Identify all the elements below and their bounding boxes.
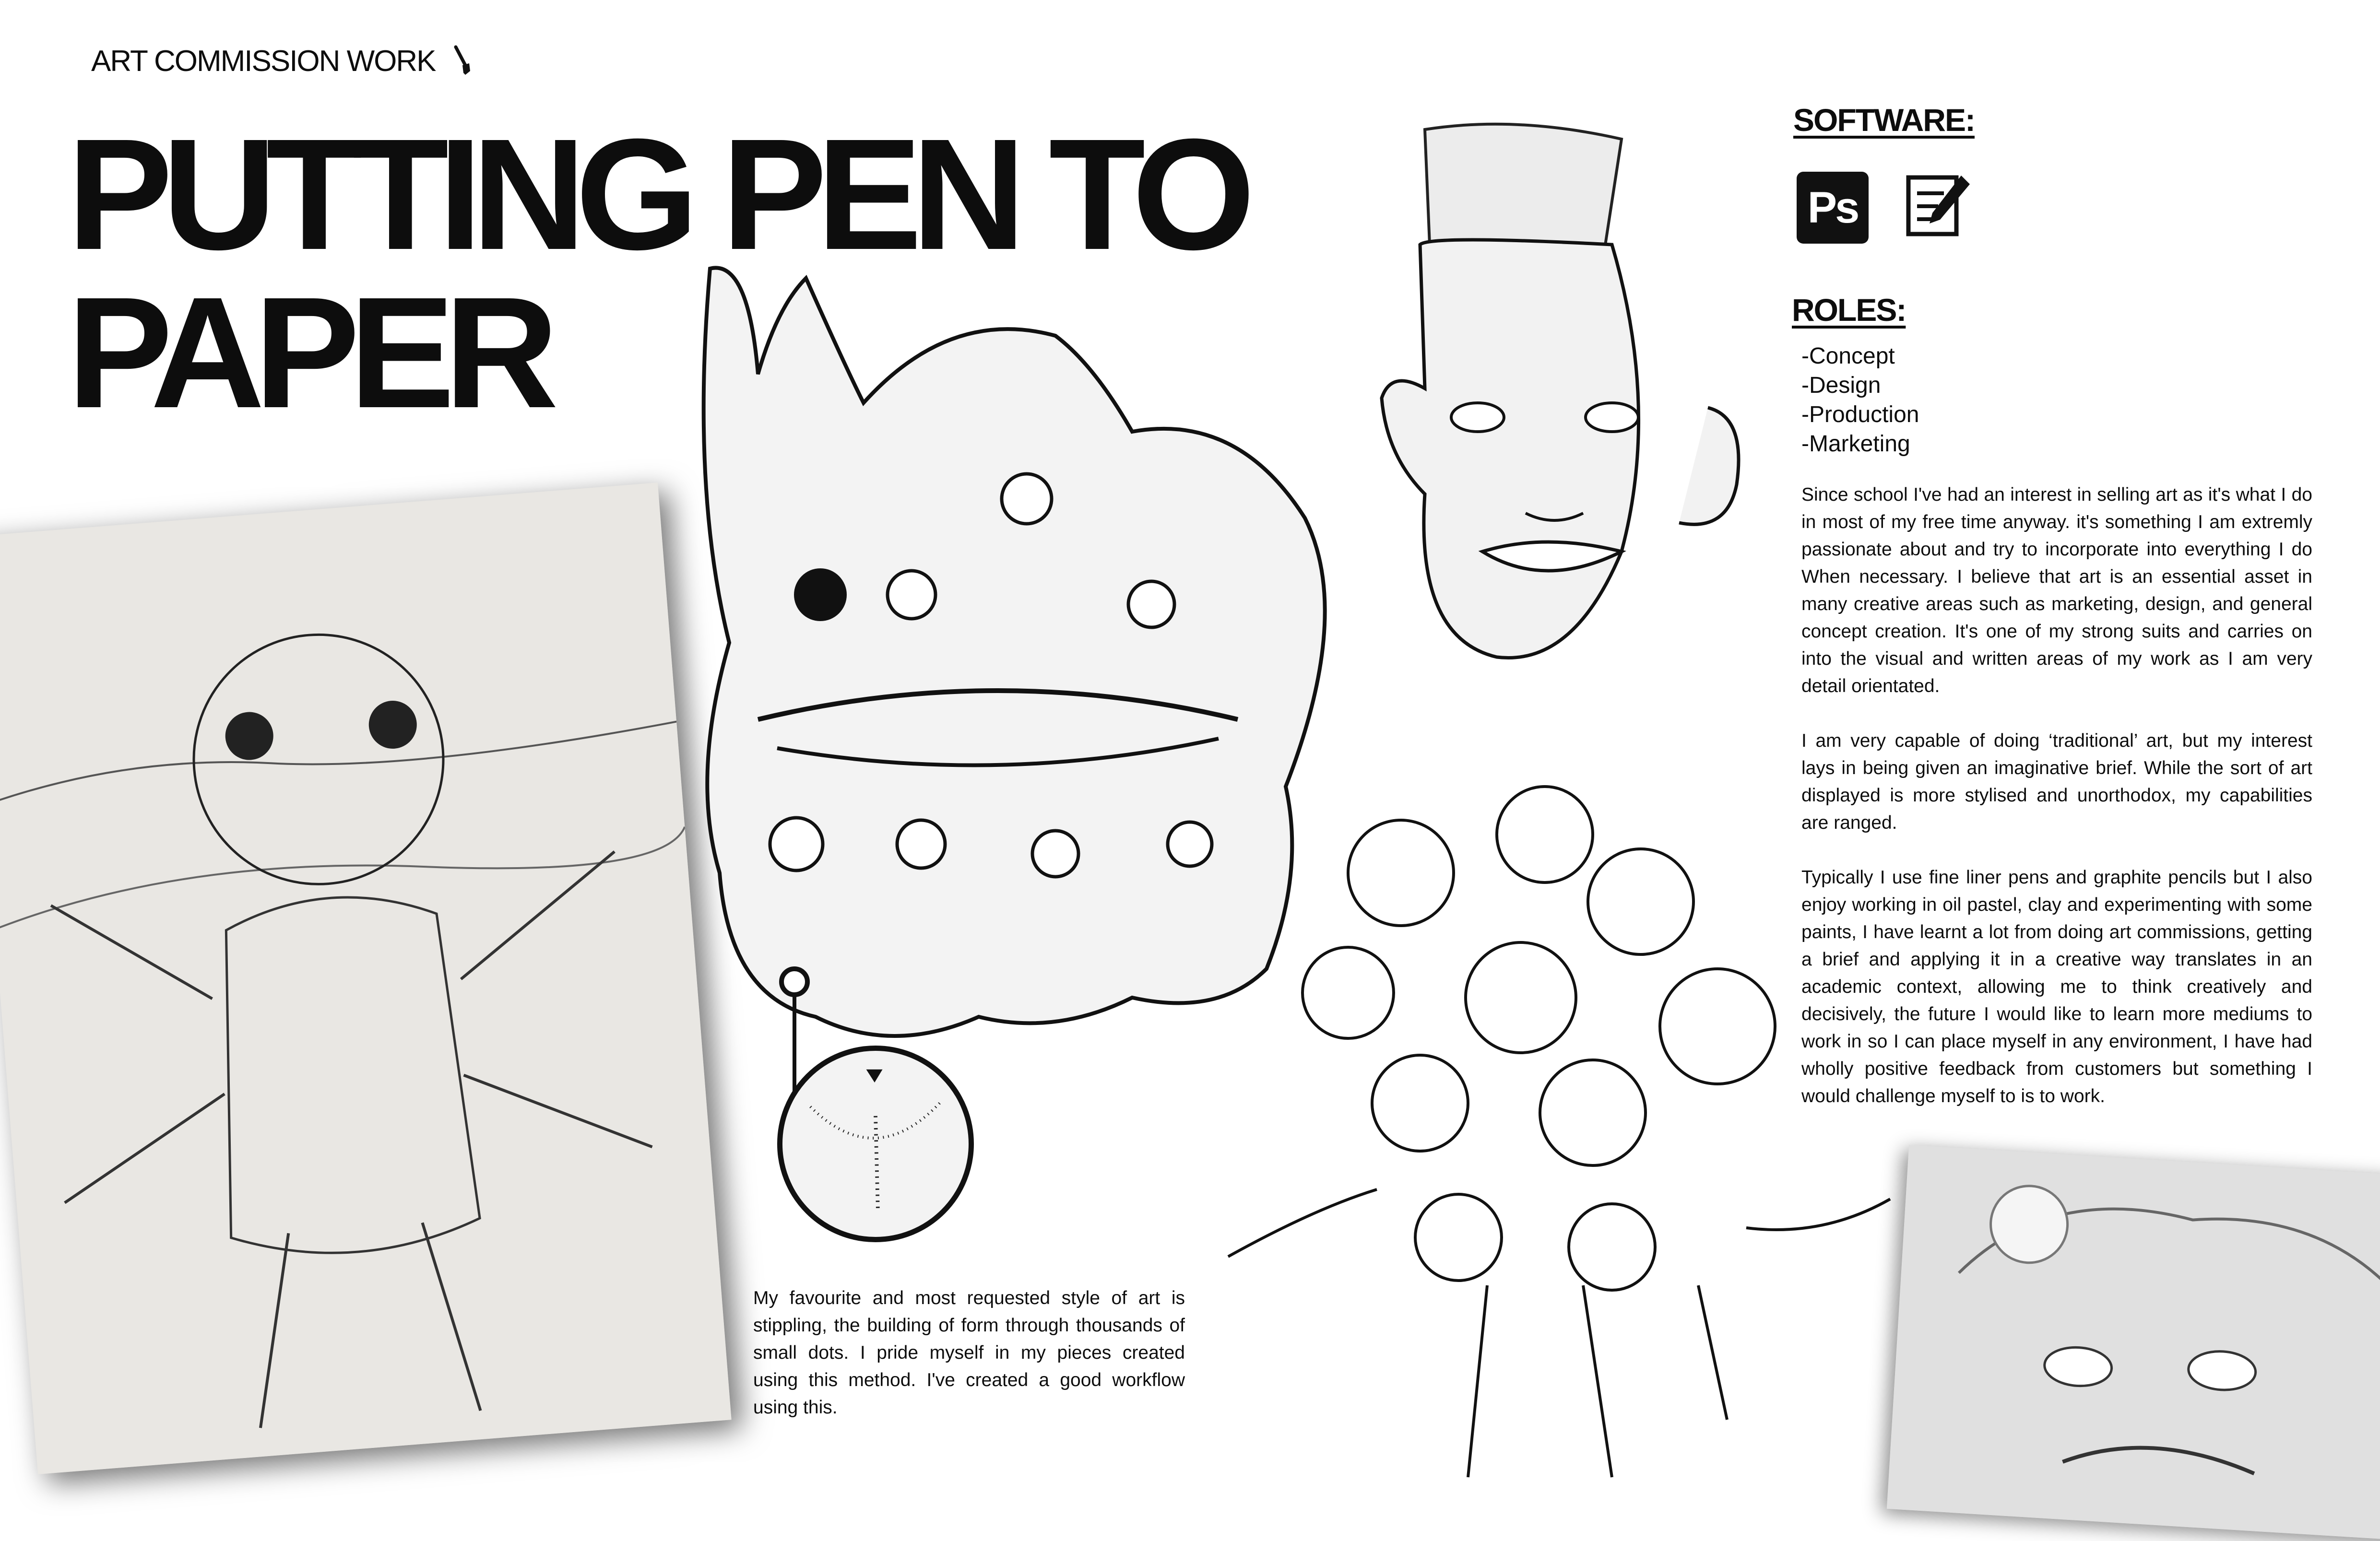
page-title: PUTTING PEN TO PAPER — [67, 106, 1245, 441]
zoom-source-marker — [779, 966, 810, 997]
software-heading: SOFTWARE: — [1793, 102, 1975, 138]
roles-list — [1801, 341, 1919, 459]
stippled-portrait-drawing — [1372, 120, 1756, 676]
role-item: -Design — [1801, 373, 1881, 398]
paintbrush-icon — [451, 44, 475, 78]
description-paragraph: Since school I've had an interest in selling art as it's what I do in most of my free time anyway. it's something I am extremly passionate about and try to incorporate into everything I do When necessary. I believe that art is an essential asset in many creative areas such as marketing, design, and general concept creation. It's one of my strong suits and carries on into the visual and written areas of my work as I am very detail orientated. — [1801, 484, 2312, 696]
stipple-zoom-detail — [777, 1046, 974, 1242]
graphite-portrait-photo — [1887, 1145, 2380, 1541]
notepad-pencil-icon — [1900, 167, 1972, 239]
description-paragraph: I am very capable of doing ‘traditional’ art, but my interest lays in being given an imaginative brief. While the sort of art displayed is more stylised and unorthodox, my capabilities are ranged. — [1801, 730, 2312, 833]
description-paragraph: Typically I use fine liner pens and graphite pencils but I also enjoy working in oil pastel, clay and experimenting with some paints, I have learnt a lot from doing art commissions, getting a brief and applying it in a creative way translates in an academic context, allowing me to think creatively and decisively, the future I would like to learn more mediums to work in so I can place myself in any environment, I have had wholly positive feedback from customers but something I would challenge myself to is to work. — [1801, 867, 2312, 1106]
role-item: -Production — [1801, 402, 1919, 427]
description-text — [1801, 481, 2312, 1137]
stippling-caption: My favourite and most requested style of art is stippling, the building of form through thousands of small dots. I pride myself in my pieces created using this method. I've created a good workflow using this. — [753, 1288, 1185, 1418]
stippling-drawing-photo — [0, 482, 732, 1474]
photoshop-icon: Ps — [1797, 172, 1869, 244]
role-item: -Concept — [1801, 343, 1895, 369]
line-art-figures-drawing — [1219, 758, 1900, 1496]
role-item: -Marketing — [1801, 431, 1910, 457]
section-kicker: ART COMMISSION WORK — [91, 45, 436, 78]
roles-heading: ROLES: — [1792, 292, 1906, 328]
